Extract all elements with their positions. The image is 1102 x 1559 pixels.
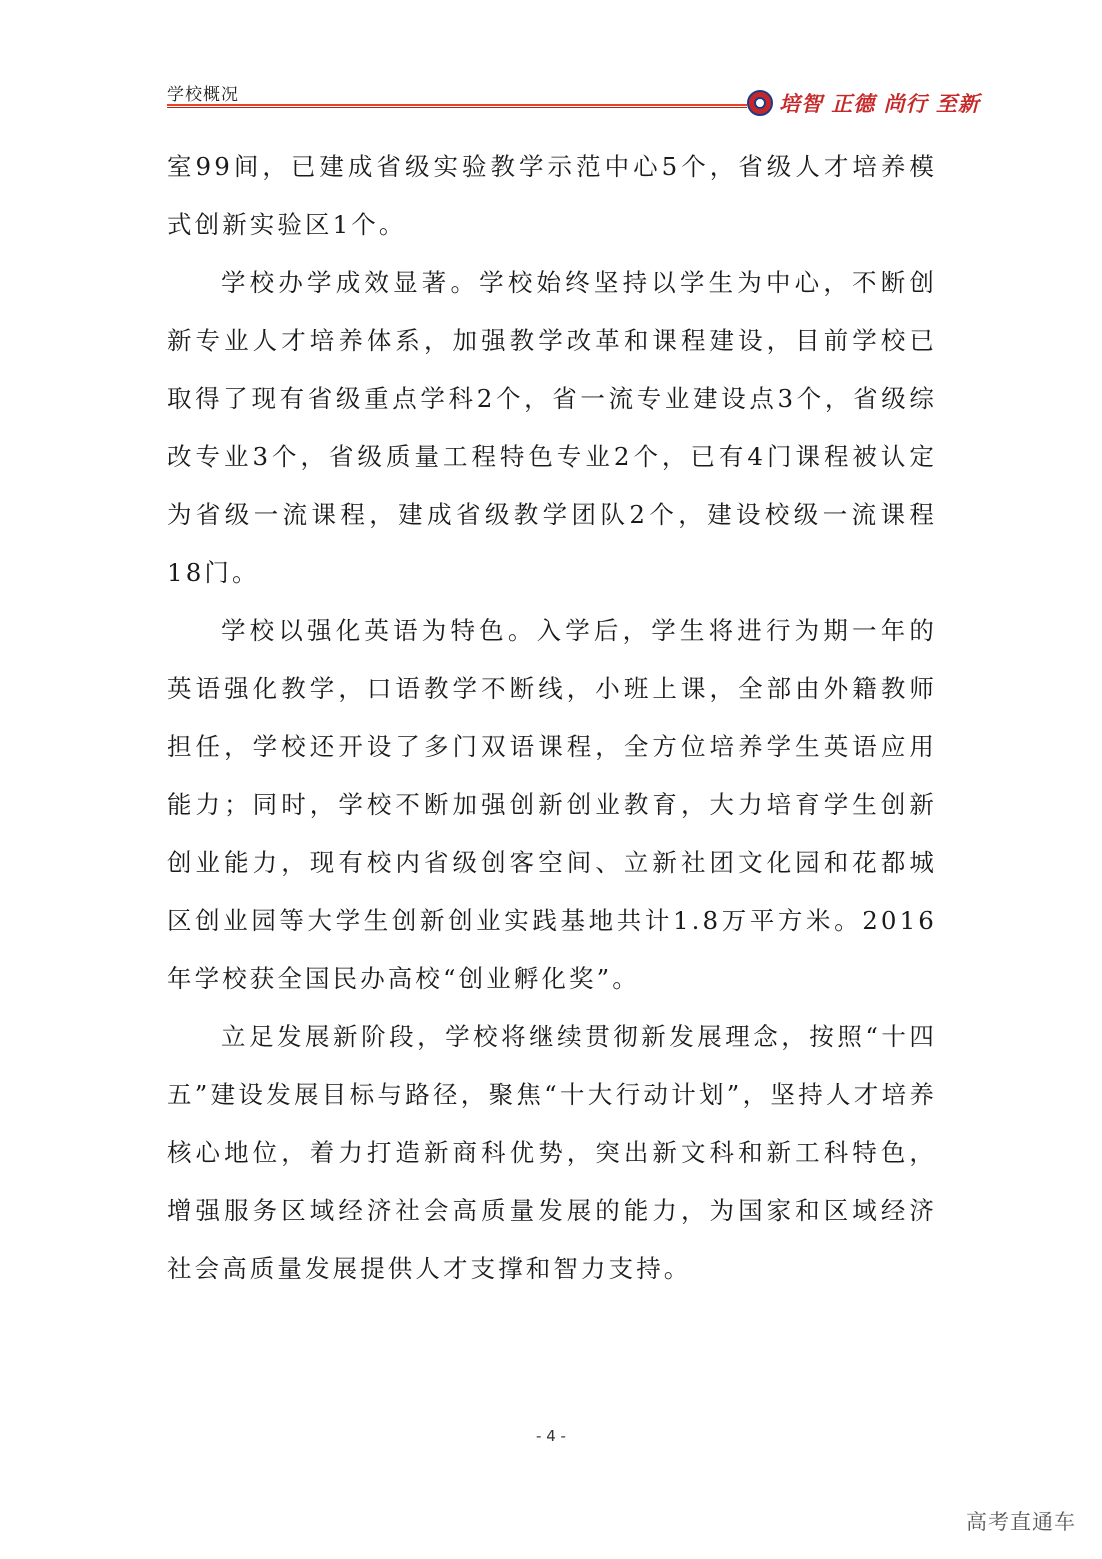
school-motto: 培智 正德 尚行 至新 [779, 92, 980, 116]
school-seal-icon [747, 90, 773, 116]
school-logo [747, 88, 980, 118]
paragraph-achievements: 学校办学成效显著。学校始终坚持以学生为中心，不断创新专业人才培养体系，加强教学改革和课程建设，目前学校已取得了现有省级重点学科2个，省一流专业建设点3个，省级综改专业3个，省级质量工程特色专业2个，已有4门课程被认定为省级一流课程，建成省级教学团队2个，建设校级一流课程18门。 [167, 268, 937, 587]
paragraph-continuation: 室99间，已建成省级实验教学示范中心5个，省级人才培养模式创新实验区1个。 [167, 152, 937, 239]
document-body [167, 138, 937, 1298]
watermark-text: 高考直通车 [966, 1510, 1076, 1534]
page-number: - 4 - [536, 1427, 566, 1445]
section-title: 学校概况 [167, 85, 239, 105]
paragraph-development: 立足发展新阶段，学校将继续贯彻新发展理念，按照“十四五”建设发展目标与路径，聚焦“十大行动计划”，坚持人才培养核心地位，着力打造新商科优势，突出新文科和新工科特色，增强服务区域经济社会高质量发展的能力，为国家和区域经济社会高质量发展提供人才支撑和智力支持。 [167, 1022, 937, 1283]
header-rule [167, 104, 747, 106]
paragraph-english-feature: 学校以强化英语为特色。入学后，学生将进行为期一年的英语强化教学，口语教学不断线，小班上课，全部由外籍教师担任，学校还开设了多门双语课程，全方位培养学生英语应用能力；同时，学校不断加强创新创业教育，大力培育学生创新创业能力，现有校内省级创客空间、立新社团文化园和花都城区创业园等大学生创新创业实践基地共计1.8万平方米。2016年学校获全国民办高校“创业孵化奖”。 [167, 616, 937, 993]
header-rule-secondary [167, 107, 747, 108]
page-header [167, 78, 980, 116]
